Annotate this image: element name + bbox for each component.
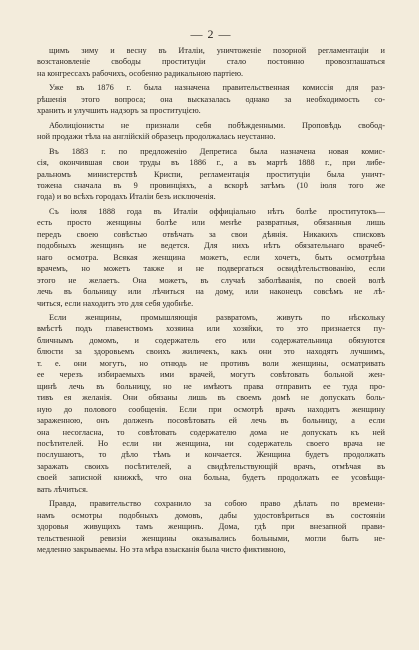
text-line: бличнымъ домомъ, и содержатель его или содержательница обязуются: [37, 335, 385, 345]
text-line: тельственной ревизіи женщины оказывались больными, могли быть не-: [37, 533, 385, 543]
text-line: посѣтителей. Но если ни женщина, ни содержатель своего врача не: [37, 438, 385, 448]
text-line: зараженною, онъ долженъ посовѣтовать ей лечь въ больницу, а если: [37, 416, 385, 426]
paragraph: [37, 146, 385, 203]
text-line: т. е. они могутъ, но отнюдь не противъ воли женщины, осматривать: [37, 358, 385, 368]
text-line: сія, окончившая свои труды въ 1886 г., а въ мартѣ 1888 г., при либе-: [37, 158, 385, 168]
text-line: блюсти за здоровьемъ своихъ жиличекъ, какъ они это находятъ лучшимъ,: [37, 347, 385, 357]
text-line: медленно закрываемы. Но эта мѣра взысканія была чисто фиктивною,: [37, 545, 286, 555]
text-line: возстановленіе свободы проституціи стало постоянно провозглашаться: [37, 57, 385, 67]
paragraph: [37, 45, 385, 79]
text-line: ную до полового сообщенія. Если при осмотрѣ врачъ находитъ женщину: [37, 404, 385, 414]
text-line: своей записной книжкѣ, что она больна, будетъ продолжать ее усовѣщи-: [37, 473, 385, 483]
text-line: этого не желаетъ. Она можетъ, въ случаѣ заболѣванія, по своей волѣ: [37, 275, 385, 285]
text-line: щимъ зиму и весну въ Италіи, уничтоженіе позорной регламентаціи и: [49, 46, 385, 55]
text-line: наго осмотра. Всякая женщина можетъ, если хочетъ, быть осмотрѣна: [37, 252, 385, 262]
text-line: Уже въ 1876 г. была назначена правительственная комиссія для раз-: [49, 83, 385, 93]
text-line: здоровья живущихъ тамъ женщинъ. Дома, гдѣ при внезапной прави-: [37, 522, 385, 532]
text-line: лечь въ больницу или лѣчиться на дому, или наконецъ совсѣмъ не лѣ-: [37, 287, 385, 297]
text-line: врачемъ, но можетъ также и не подвергаться освидѣтельствованію, если: [37, 264, 385, 274]
text-line: Если женщины, промышляющія развратомъ, живутъ по нѣскольку: [49, 312, 385, 322]
text-line: Правда, правительство сохранило за собою право дѣлать по времени-: [49, 499, 385, 509]
text-line: заражать своихъ посѣтителей, а свидѣтельствующій врачъ, отмѣчая въ: [37, 461, 385, 471]
text-line: щинѣ лечь въ больницу, но не имѣютъ права отправить ее туда про-: [37, 381, 385, 391]
text-line: вать лѣчиться.: [37, 484, 89, 494]
text-line: тивъ ея желанія. Они обязаны лишь въ своемъ домѣ не допускать боль-: [37, 393, 385, 403]
text-line: ральномъ министерствѣ Криспи, регламентація проституціи была уничт-: [37, 169, 385, 179]
paragraph: [37, 498, 385, 555]
page-number: — 2 —: [190, 27, 232, 41]
text-line: послушаютъ, то дѣло тѣмъ и кончается. Женщина будетъ продолжать: [37, 450, 385, 460]
text-line: Въ 1883 г. по предложенію Депретиса была назначена новая комис-: [49, 146, 385, 156]
text-line: читься, если находитъ это для себя удобнѣе.: [37, 298, 194, 308]
text-line: вмѣстѣ подъ главенствомъ хозяина или хозяйки, то это признается пу-: [37, 324, 385, 334]
text-line: Аболиціонисты не признали себя побѣжденными. Проповѣдь свобод-: [49, 120, 385, 130]
text-line: хранить и улучшить надзоръ за проституцією.: [37, 106, 201, 116]
text-line: ной продажи тѣла на англійскій образецъ продолжалась неустанно.: [37, 132, 276, 142]
text-line: подобныхъ женщинъ не ведется. Для нихъ нѣтъ обязательнаго врачеб-: [37, 241, 385, 251]
text-line: на конгрессахъ рабочихъ, особенно радикальною партіею.: [37, 68, 244, 78]
paragraph: [37, 312, 385, 495]
paragraph: [37, 206, 385, 309]
text-line: рѣшенія этого вопроса; она высказалась однако за необходимость со-: [37, 94, 385, 104]
text-line: года) и во всѣхъ городахъ Италіи безъ исключенія.: [37, 192, 216, 202]
text-line: ее черезъ избираемыхъ ими врачей, могутъ совѣтовать больной жен-: [37, 370, 385, 380]
text-line: намъ осмотры подобныхъ домовъ, дабы удостовѣриться въ состояніи: [37, 510, 385, 520]
text-line: передъ своею совѣстью отвѣчать за свои дѣянія. Никакихъ списковъ: [37, 229, 385, 239]
text-line: тожена сначала въ 9 провинціяхъ, а вскорѣ затѣмъ (10 іюля того же: [37, 180, 385, 190]
paragraph: [37, 120, 385, 143]
body-text: [37, 45, 385, 555]
text-line: есть просто женщины болѣе или менѣе развратныя, обязанныя лишь: [37, 218, 385, 228]
paragraph: [37, 82, 385, 116]
text-line: она несогласна, то совѣтовать содержателю дома не допускать къ ней: [37, 427, 385, 437]
text-line: Съ іюля 1888 года въ Италіи оффиціально нѣтъ болѣе проститутокъ—: [49, 206, 385, 216]
